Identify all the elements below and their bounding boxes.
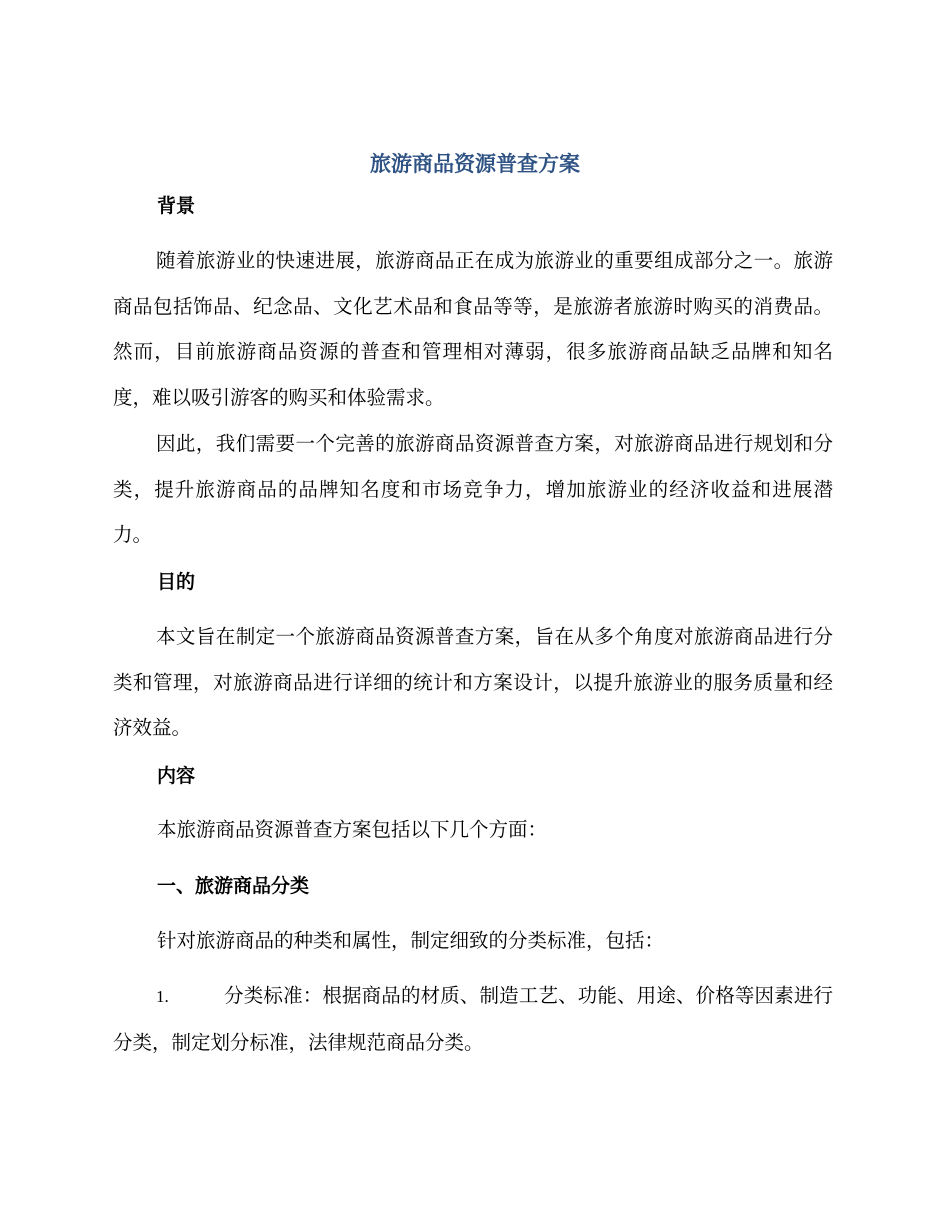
paragraph-content-intro: 本旅游商品资源普查方案包括以下几个方面： [157,818,548,841]
paragraph-classification-intro: 针对旅游商品的种类和属性，制定细致的分类标准，包括： [157,929,665,952]
section-heading-purpose: 目的 [157,571,196,593]
paragraph-purpose-1: 本文旨在制定一个旅游商品资源普查方案，旨在从多个角度对旅游商品进行分类和管理，对旅游商品进行详细的统计和方案设计，以提升旅游业的服务质量和经济效益。 [113,625,833,739]
list-item-text: 分类标准：根据商品的材质、制造工艺、功能、用途、价格等因素进行分类，制定划分标准，法律规范商品分类。 [113,984,833,1054]
paragraph-background-2: 因此，我们需要一个完善的旅游商品资源普查方案，对旅游商品进行规划和分类，提升旅游商品的品牌知名度和市场竞争力，增加旅游业的经济收益和进展潜力。 [113,432,833,546]
section-heading-content: 内容 [157,765,196,787]
list-item-number: 1. [156,987,169,1006]
section-heading-background: 背景 [157,195,196,217]
subsection-heading-classification: 一、旅游商品分类 [157,875,310,897]
list-item-classification-1 [113,973,833,1065]
document-title: 旅游商品资源普查方案 [370,152,580,176]
paragraph-background-1: 随着旅游业的快速进展，旅游商品正在成为旅游业的重要组成部分之一。旅游商品包括饰品、纪念品、文化艺术品和食品等等，是旅游者旅游时购买的消费品。然而，目前旅游商品资源的普查和管理相对薄弱，很多旅游商品缺乏品牌和知名度，难以吸引游客的购买和体验需求。 [113,249,833,409]
